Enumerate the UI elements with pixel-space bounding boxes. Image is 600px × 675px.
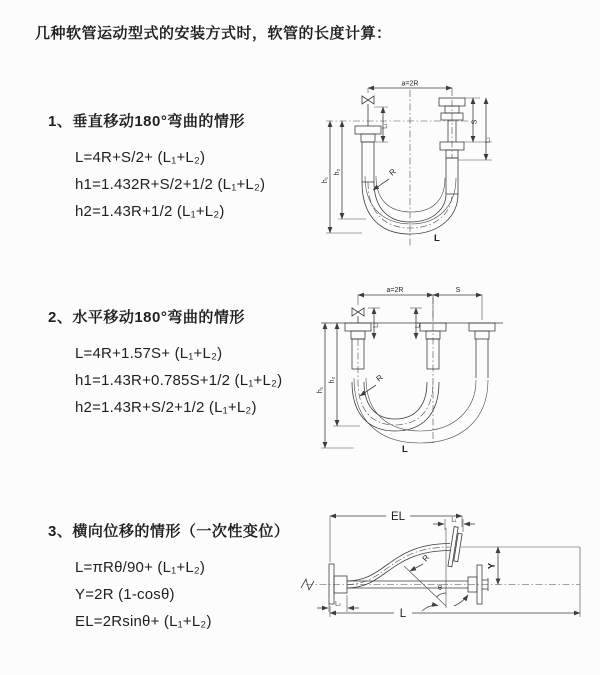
dim-label-y: Y <box>486 562 498 570</box>
upper-right-flange <box>448 527 463 568</box>
dim-l2 <box>410 308 422 339</box>
dim-label-h2: h₂ <box>329 376 336 384</box>
valve-icon <box>352 308 364 323</box>
dim-s <box>458 98 492 160</box>
section-vertical-180 <box>48 110 265 225</box>
radius-leader <box>410 553 431 571</box>
dim-label-h1: h₁ <box>317 386 324 394</box>
dim-label-h1: h₁ <box>322 176 329 184</box>
dim-label-s: S <box>471 119 479 125</box>
dim-label-l: L <box>399 608 407 620</box>
radius-label: R <box>374 372 385 384</box>
dim-l1 <box>374 107 389 142</box>
formula-h2: h2=1.43R+1/2 (L₁+L₂) <box>75 203 225 220</box>
dim-l2 <box>486 98 492 160</box>
dim-s <box>433 287 482 320</box>
section-3-heading: 3、横向位移的情形（一次性变位） <box>48 523 290 540</box>
dim-label-l1: L₁ <box>451 517 457 524</box>
section-2-formulas <box>48 340 282 421</box>
dim-label-l1: L₁ <box>382 123 389 129</box>
left-fitting <box>355 126 381 182</box>
dim-label-el: EL <box>390 511 406 523</box>
dim-label-h2: h₂ <box>334 168 341 176</box>
angle-label: θ <box>438 585 442 592</box>
radius-label: R <box>387 166 398 178</box>
dim-label-a2r: a=2R <box>401 80 419 88</box>
formula-el: EL=2Rsinθ+ (L₁+L₂) <box>75 613 212 630</box>
dim-el <box>330 511 462 562</box>
formula-h1: h1=1.432R+S/2+1/2 (L₁+L₂) <box>75 176 266 193</box>
section-3-formulas <box>48 554 289 635</box>
formula-h1: h1=1.43R+0.785S+1/2 (L₁+L₂) <box>75 372 283 389</box>
dim-h1 <box>317 323 354 448</box>
dim-h2 <box>329 323 360 426</box>
section-1-formulas <box>48 144 265 225</box>
left-flange <box>329 564 347 604</box>
dim-a2r <box>358 287 433 320</box>
dim-label-l2: L₂ <box>415 322 422 328</box>
doc-title: 几种软管运动型式的安装方式时，软管的长度计算： <box>35 25 392 42</box>
dim-l1 <box>368 308 380 339</box>
section-1-heading: 1、垂直移动180°弯曲的情形 <box>48 113 245 130</box>
diagram-vertical-180-bend <box>312 76 584 252</box>
length-label: L <box>402 444 408 455</box>
section-2-heading: 2、水平移动180°弯曲的情形 <box>48 309 245 326</box>
radius-label: R <box>420 553 432 564</box>
dim-l2 <box>317 595 359 612</box>
formula-length: L=4R+S/2+ (L₁+L₂) <box>75 149 206 166</box>
dim-label-l1: L₁ <box>373 322 380 328</box>
braided-hose-section <box>362 142 374 182</box>
formula-length: L=πRθ/90+ (L₁+L₂) <box>75 559 206 576</box>
dim-label-l2: L₂ <box>485 137 492 143</box>
dim-label-l2: L₂ <box>335 601 341 608</box>
right-fitting <box>469 323 495 378</box>
formula-length: L=4R+1.57S+ (L₁+L₂) <box>75 345 223 362</box>
hose-u-bend <box>352 339 488 443</box>
diagram-horizontal-180-bend <box>308 280 592 458</box>
dim-label-s: S <box>455 287 461 294</box>
formula-y: Y=2R (1-cosθ) <box>75 586 175 603</box>
braided-hose-section <box>446 158 458 194</box>
dim-label-a2r: a=2R <box>386 287 404 294</box>
formula-h2: h2=1.43R+S/2+1/2 (L₁+L₂) <box>75 399 257 416</box>
right-fitting <box>439 98 465 194</box>
break-mark <box>301 579 314 590</box>
diagram-lateral-displacement <box>298 500 600 652</box>
section-lateral-displacement <box>48 520 289 635</box>
length-label: L <box>434 233 440 244</box>
valve-icon <box>362 96 374 126</box>
section-horizontal-180 <box>48 306 282 421</box>
